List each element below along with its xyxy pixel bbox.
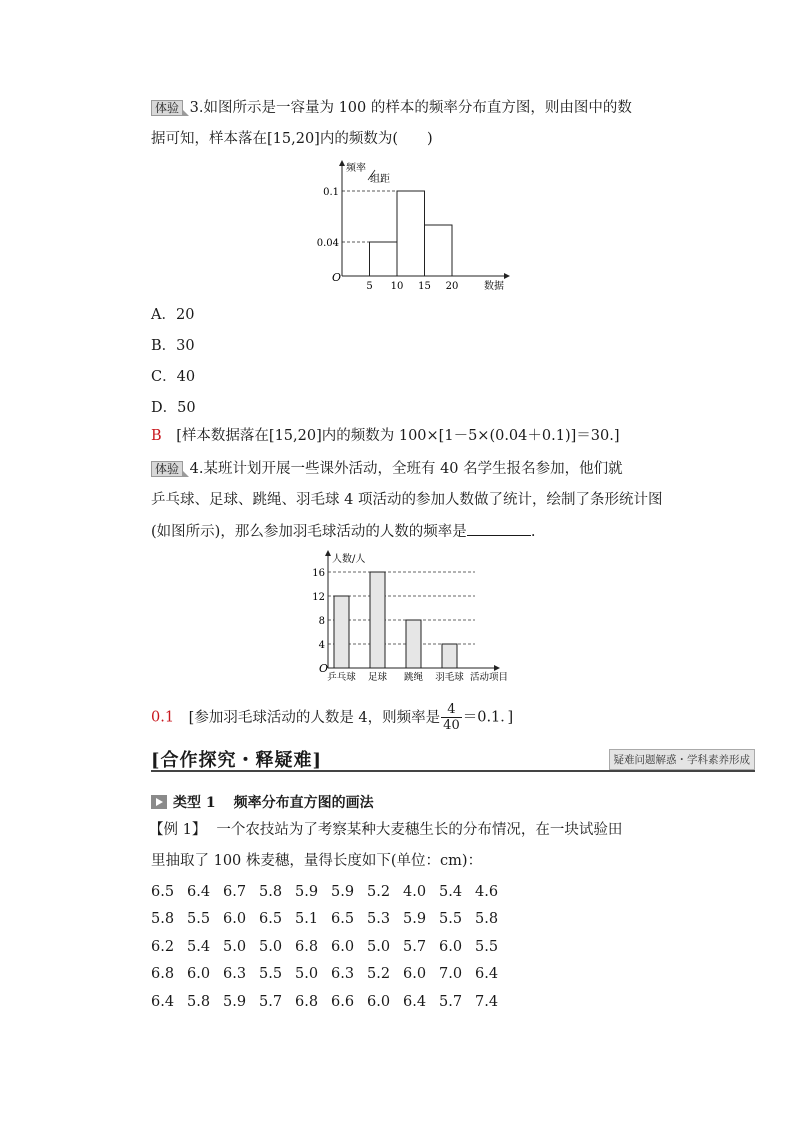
- q3-answer: [151, 426, 619, 446]
- type-heading: [151, 792, 374, 812]
- table-cell: 6.4: [187, 883, 211, 900]
- table-cell: 5.9: [331, 883, 355, 900]
- q4-answer-text: [参加羽毛球活动的人数是 4，则频率是: [188, 709, 441, 726]
- table-cell: 6.2: [151, 938, 175, 955]
- bar: [406, 620, 421, 668]
- table-cell: 6.8: [295, 993, 319, 1010]
- x-tick-label: 5: [366, 281, 373, 292]
- q3-option-a: A．20: [151, 307, 195, 323]
- table-cell: 5.1: [295, 911, 319, 928]
- q4-text-3-end: .: [530, 524, 536, 540]
- category-label: 足球: [367, 672, 388, 683]
- q4-line3: [151, 521, 535, 542]
- table-row: [151, 961, 511, 989]
- type-label: 类型 1: [173, 795, 216, 811]
- table-cell: 6.3: [223, 966, 247, 983]
- table-cell: 5.0: [367, 938, 391, 955]
- q3-answer-text: [样本数据落在[15,20]内的频数为 100×[1－5×(0.04＋0.1)]＝30.]: [176, 428, 620, 444]
- fraction: [441, 702, 462, 733]
- x-axis-arrow: [494, 665, 500, 671]
- table-row: [151, 906, 511, 934]
- table-cell: 6.4: [475, 966, 499, 983]
- table-cell: 6.7: [223, 883, 247, 900]
- x-tick-label: 10: [390, 281, 404, 292]
- y-tick-label: 0.1: [323, 187, 339, 198]
- q3-option-c: C．40: [151, 369, 196, 385]
- example-text-1: 一个农技站为了考察某种大麦穗生长的分布情况，在一块试验田: [216, 822, 623, 838]
- histogram-bar: [425, 225, 453, 276]
- table-cell: 6.0: [223, 911, 247, 928]
- q3-option-b: B．30: [151, 338, 195, 354]
- example-line1: [151, 820, 622, 840]
- table-cell: 6.8: [295, 938, 319, 955]
- table-cell: 5.0: [223, 938, 247, 955]
- q4-answer-value: 0.1: [151, 709, 175, 726]
- table-cell: 6.5: [259, 911, 283, 928]
- table-cell: 5.0: [295, 966, 319, 983]
- histogram-chart: [316, 158, 516, 292]
- table-cell: 5.8: [151, 911, 175, 928]
- section-title: [合作探究・释疑难]: [151, 750, 323, 771]
- q4-line1: [151, 459, 623, 479]
- y-axis-arrow: [339, 160, 345, 166]
- origin-label: O: [332, 271, 342, 284]
- origin-label: O: [319, 662, 329, 675]
- bar: [442, 644, 457, 668]
- y-axis-arrow: [325, 550, 331, 556]
- q4-text-2: 乒乓球、足球、跳绳、羽毛球 4 项活动的参加人数做了统计，绘制了条形统计图: [151, 492, 663, 508]
- experience-tag: 体验: [151, 461, 183, 477]
- table-cell: 5.8: [475, 911, 499, 928]
- y-label: 人数/人: [332, 554, 366, 565]
- bar: [334, 596, 349, 668]
- table-cell: 6.4: [403, 993, 427, 1010]
- q3-text-1: 3.如图所示是一容量为 100 的样本的频率分布直方图，则由图中的数: [189, 100, 632, 116]
- table-cell: 5.4: [187, 938, 211, 955]
- x-tick-label: 20: [445, 281, 459, 292]
- table-cell: 6.0: [331, 938, 355, 955]
- table-cell: 5.5: [187, 911, 211, 928]
- example-label: 【例 1】: [149, 822, 207, 838]
- table-cell: 5.2: [367, 883, 391, 900]
- table-cell: 6.5: [151, 883, 175, 900]
- y-tick-label: 16: [312, 568, 325, 579]
- x-label: 活动项目: [470, 672, 509, 683]
- section-subtitle: 疑难问题解惑・学科素养形成: [609, 749, 756, 770]
- table-cell: 6.0: [367, 993, 391, 1010]
- y-label-top: 频率: [346, 163, 366, 174]
- table-row: [151, 878, 511, 906]
- table-cell: 5.9: [295, 883, 319, 900]
- q4-answer-end: ＝0.1．]: [462, 709, 514, 726]
- q4-text-1: 4.某班计划开展一些课外活动，全班有 40 名学生报名参加，他们就: [189, 461, 623, 477]
- table-cell: 5.8: [259, 883, 283, 900]
- category-label: 乒乓球: [327, 672, 356, 683]
- bar-chart: [310, 548, 528, 688]
- table-cell: 5.4: [439, 883, 463, 900]
- table-cell: 6.0: [439, 938, 463, 955]
- q4-text-3: (如图所示)，那么参加羽毛球活动的人数的频率是: [151, 524, 467, 540]
- table-cell: 5.5: [259, 966, 283, 983]
- q3-text-2: 据可知，样本落在[15,20]内的频数为( ): [151, 131, 433, 147]
- category-label: 羽毛球: [435, 672, 464, 683]
- table-cell: 7.4: [475, 993, 499, 1010]
- play-triangle-icon: [151, 795, 167, 809]
- x-axis-arrow: [504, 273, 510, 279]
- table-cell: 5.3: [367, 911, 391, 928]
- y-tick-label: 8: [318, 616, 325, 627]
- histogram-bar: [370, 242, 398, 276]
- histogram-bar: [397, 191, 425, 276]
- x-tick-label: 15: [418, 281, 431, 292]
- y-tick-label: 0.04: [316, 238, 339, 249]
- table-row: [151, 933, 511, 961]
- table-cell: 5.7: [403, 938, 427, 955]
- experience-tag: 体验: [151, 100, 183, 116]
- table-cell: 5.2: [367, 966, 391, 983]
- table-cell: 6.4: [151, 993, 175, 1010]
- category-label: 跳绳: [403, 672, 424, 683]
- q3-line1: [151, 98, 632, 118]
- x-label: 数据: [484, 281, 504, 292]
- table-cell: 6.8: [151, 966, 175, 983]
- table-cell: 5.5: [439, 911, 463, 928]
- table-cell: 5.5: [475, 938, 499, 955]
- q3-option-d: D．50: [151, 400, 196, 416]
- table-cell: 6.0: [187, 966, 211, 983]
- data-table: [151, 878, 511, 1016]
- table-cell: 5.9: [403, 911, 427, 928]
- table-cell: 6.6: [331, 993, 355, 1010]
- section-header: [151, 744, 755, 772]
- table-cell: 5.8: [187, 993, 211, 1010]
- table-cell: 5.9: [223, 993, 247, 1010]
- fraction-numerator: 4: [441, 702, 462, 718]
- fraction-denominator: 40: [443, 718, 460, 733]
- table-cell: 5.7: [259, 993, 283, 1010]
- y-tick-label: 12: [312, 592, 325, 603]
- bar: [370, 572, 385, 668]
- table-cell: 6.3: [331, 966, 355, 983]
- y-tick-label: 4: [318, 640, 325, 651]
- q3-answer-letter: B: [151, 428, 162, 444]
- table-cell: 5.0: [259, 938, 283, 955]
- q4-answer: [151, 702, 513, 733]
- table-cell: 5.7: [439, 993, 463, 1010]
- y-label-bottom: 组距: [370, 174, 390, 185]
- example-text-2: 里抽取了 100 株麦穗，量得长度如下(单位：cm)：: [151, 853, 483, 869]
- table-cell: 4.6: [475, 883, 499, 900]
- table-cell: 7.0: [439, 966, 463, 983]
- answer-blank: [467, 521, 531, 536]
- table-cell: 4.0: [403, 883, 427, 900]
- table-cell: 6.5: [331, 911, 355, 928]
- table-row: [151, 988, 511, 1016]
- type-title: 频率分布直方图的画法: [233, 795, 374, 811]
- table-cell: 6.0: [403, 966, 427, 983]
